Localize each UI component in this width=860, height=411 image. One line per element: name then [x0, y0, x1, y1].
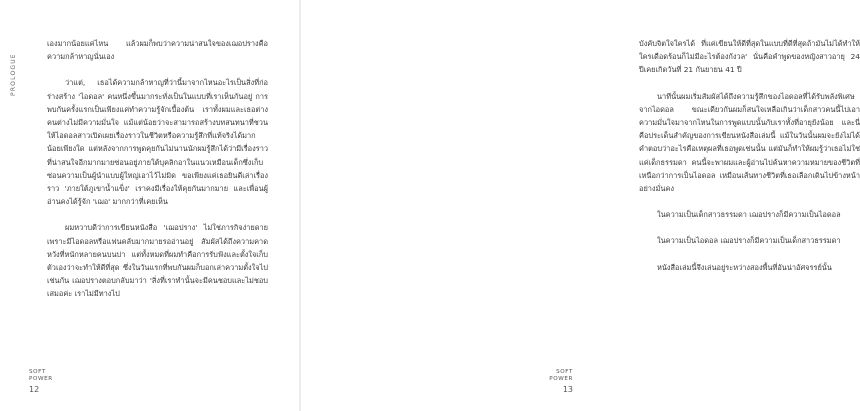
right-page-paragraph: ในความเป็นไอดอล เฌอปรางก็มีความเป็นเด็กสาวธรรมดา [657, 236, 841, 246]
right-page-paragraph: บังคับจิตใจใครได้ ที่แค่เขียนให้ดีที่สุดในแบบที่ดีที่สุดถ้ามันไม่ได้ทำให้ใครเดือดร้อนก็ไม่มีอะไรต้องกังวล' นั่นคือคำพูดของหญิงสาวอายุ 24 ปีเคยเกิดวันที่ 21 กันยายน 41 ปี [639, 39, 860, 75]
left-page-paragraph: ว่าแต่, เธอได้ความกล้าหาญที่ว่านี้มาจากไหนอะไรเป็นสิ่งที่ก่อร่างสร้าง 'ไอดอล' คนหนึ่งขึ้นมากระทั่งเป็นในแบบที่เราเห็นกันอยู่ การพบกันครั้งแรกเป็นเพียงแค่ทำความรู้จักเบื้องต้น เราทั้งผมและเธอต่างคนต่างไม่มีความมั่นใจ แม้แต่น้อยว่าจะสามารถสร้างบทสนทนาที่ชวนให้ไอดอลสาวเปิดเผยเรื่องราวในชีวิตหรือความรู้สึกที่แท้จริงได้มากน้อยเพียงใด แต่หลังจากการพูดคุยกันไม่นานนักผมรู้สึกได้ว่ามีเรื่องราวที่น่าสนใจอีกมากมายซ่อนอยู่ภายใต้บุคลิกอาในแนวเหมือนเด็กซึ่งเก็บซ่อนความเป็นผู้นำแบบผู้ใหญ่เอาไว้ไม่มิด ขอเพียงแค่เธอยินดีเล่าเรื่องราว 'ภายใต้ภูเขาน้ำแข็ง' เราคงมีเรื่องให้คุยกันมากมาย และเพื่อนผู้อ่านคงได้รู้จัก 'เฌอ' มากกว่าที่เคยเห็น [47, 78, 268, 207]
left-page-number: 12 [29, 385, 40, 395]
right-page [301, 0, 860, 411]
left-page-footer [29, 369, 53, 394]
right-page-number: 13 [562, 385, 573, 395]
right-page-body [639, 37, 860, 287]
left-page [0, 0, 299, 411]
left-page-paragraph: ผมหวาบดีว่าการเขียนหนังสือ 'เฌอปราง' ไม่ใช่ภารกิจง่ายดาย เพราะมีไอดอลหรือแฟนคลับมากมายรออ่านอยู่ สัมผัสได้ถึงความคาดหวังที่หนักหลายคนบนบ่า แต่ทั้งหมดที่ผมทำคือการรับฟังและตั้งใจเก็บตัวเองว่าจะทำให้ดีที่สุด ซึ่งในวันแรกที่พบกันผมก็บอกเล่าความตั้งใจไปเช่นกัน เฌอปรางตอบกลับมาว่า 'สิ่งที่เราทำนั้นจะมีคนชอบและไม่ชอบเสมอค่ะ เราไม่มีทางไป [47, 223, 268, 299]
right-footer-label-line-2: POWER [549, 375, 573, 382]
left-page-body [47, 37, 268, 314]
right-footer-label-line-1: SOFT [556, 369, 573, 376]
right-page-footer [549, 369, 573, 394]
left-section-label: PROLOGUE [10, 53, 17, 96]
right-page-paragraph: นาทีนั้นผมเริ่มสัมผัสได้ถึงความรู้สึกของไอดอลที่ได้รับพลังพิเศษจากไอดอล ขณะเดียวกันผมก็สนใจเหลือเกินว่าเด็กสาวคนนี้ไปเอาความมั่นใจมาจากไหนในการพูดแบบนั้นกับเราทั้งที่อายุยังน้อย และนี่คือประเด็นสำคัญของการเขียนหนังสือเล่มนี้ แม้ในวันนั้นผมจะยังไม่ได้คำตอบว่าอะไรคือเหตุผลที่เธอพูดเช่นนั้น แต่มันก็ทำให้ผมรู้ว่าเธอไม่ใช่แค่เด็กธรรมดา คนนี้จะพาผมและผู้อ่านไปค้นหาความหมายของชีวิตที่เหนือกว่าการเป็นไอดอล เหมือนเส้นทางชีวิตที่เธอเลือกเดินไปข้างหน้าอย่างมั่นคง [639, 91, 860, 194]
left-page-paragraph: เองมากน้อยแค่ไหน แล้วผมก็พบว่าความน่าสนใจของเฌอปรางคือความกล้าหาญนั่นเอง [47, 39, 268, 62]
right-page-paragraph: ในความเป็นเด็กสาวธรรมดา เฌอปรางก็มีความเป็นไอดอล [657, 210, 841, 220]
right-page-paragraph: หนังสือเล่มนี้จึงเล่นอยู่ระหว่างสองพื้นที่อันน่าอัศจรรย์นั้น [657, 262, 832, 272]
left-footer-label-line-1: SOFT [29, 369, 46, 376]
left-footer-label-line-2: POWER [29, 375, 53, 382]
